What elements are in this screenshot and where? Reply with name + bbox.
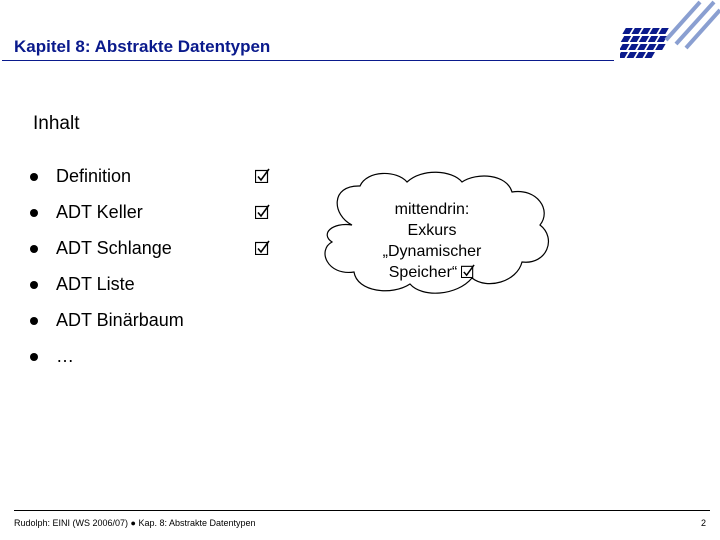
checkbox-checked-icon [255, 168, 270, 183]
header-divider [2, 60, 614, 61]
cloud-callout-text [352, 199, 512, 283]
callout-line: mittendrin: [394, 201, 470, 218]
slide-title: Kapitel 8: Abstrakte Datentypen [14, 37, 271, 56]
list-item-label: ADT Keller [56, 202, 143, 222]
list-item-label: ADT Schlange [56, 238, 172, 258]
list-item-label: ADT Liste [56, 274, 135, 294]
list-item-label: Definition [56, 166, 132, 186]
footer-text: Rudolph: EINI (WS 2006/07) ● Kap. 8: Abstrakte Datentypen [14, 518, 256, 528]
bullet-icon [30, 173, 38, 181]
callout-line: Exkurs [407, 222, 457, 239]
section-title: Inhalt [33, 113, 80, 134]
checkbox-checked-icon [461, 264, 475, 278]
callout-line-with-check [352, 262, 512, 283]
bullet-icon [30, 245, 38, 253]
checkbox-checked-icon [255, 240, 270, 255]
bullet-icon [30, 281, 38, 289]
page-number: 2 [700, 518, 706, 528]
list-item-label: ADT Binärbaum [56, 310, 184, 330]
bullet-icon [30, 353, 38, 361]
callout-line: Speicher“ [388, 264, 458, 281]
checkbox-checked-icon [255, 204, 270, 219]
callout-line: „Dynamischer [382, 243, 482, 260]
list-item-label: … [56, 346, 74, 366]
bullet-icon [30, 209, 38, 217]
footer-divider [14, 510, 710, 511]
university-grid-logo-icon [620, 0, 720, 66]
bullet-icon [30, 317, 38, 325]
